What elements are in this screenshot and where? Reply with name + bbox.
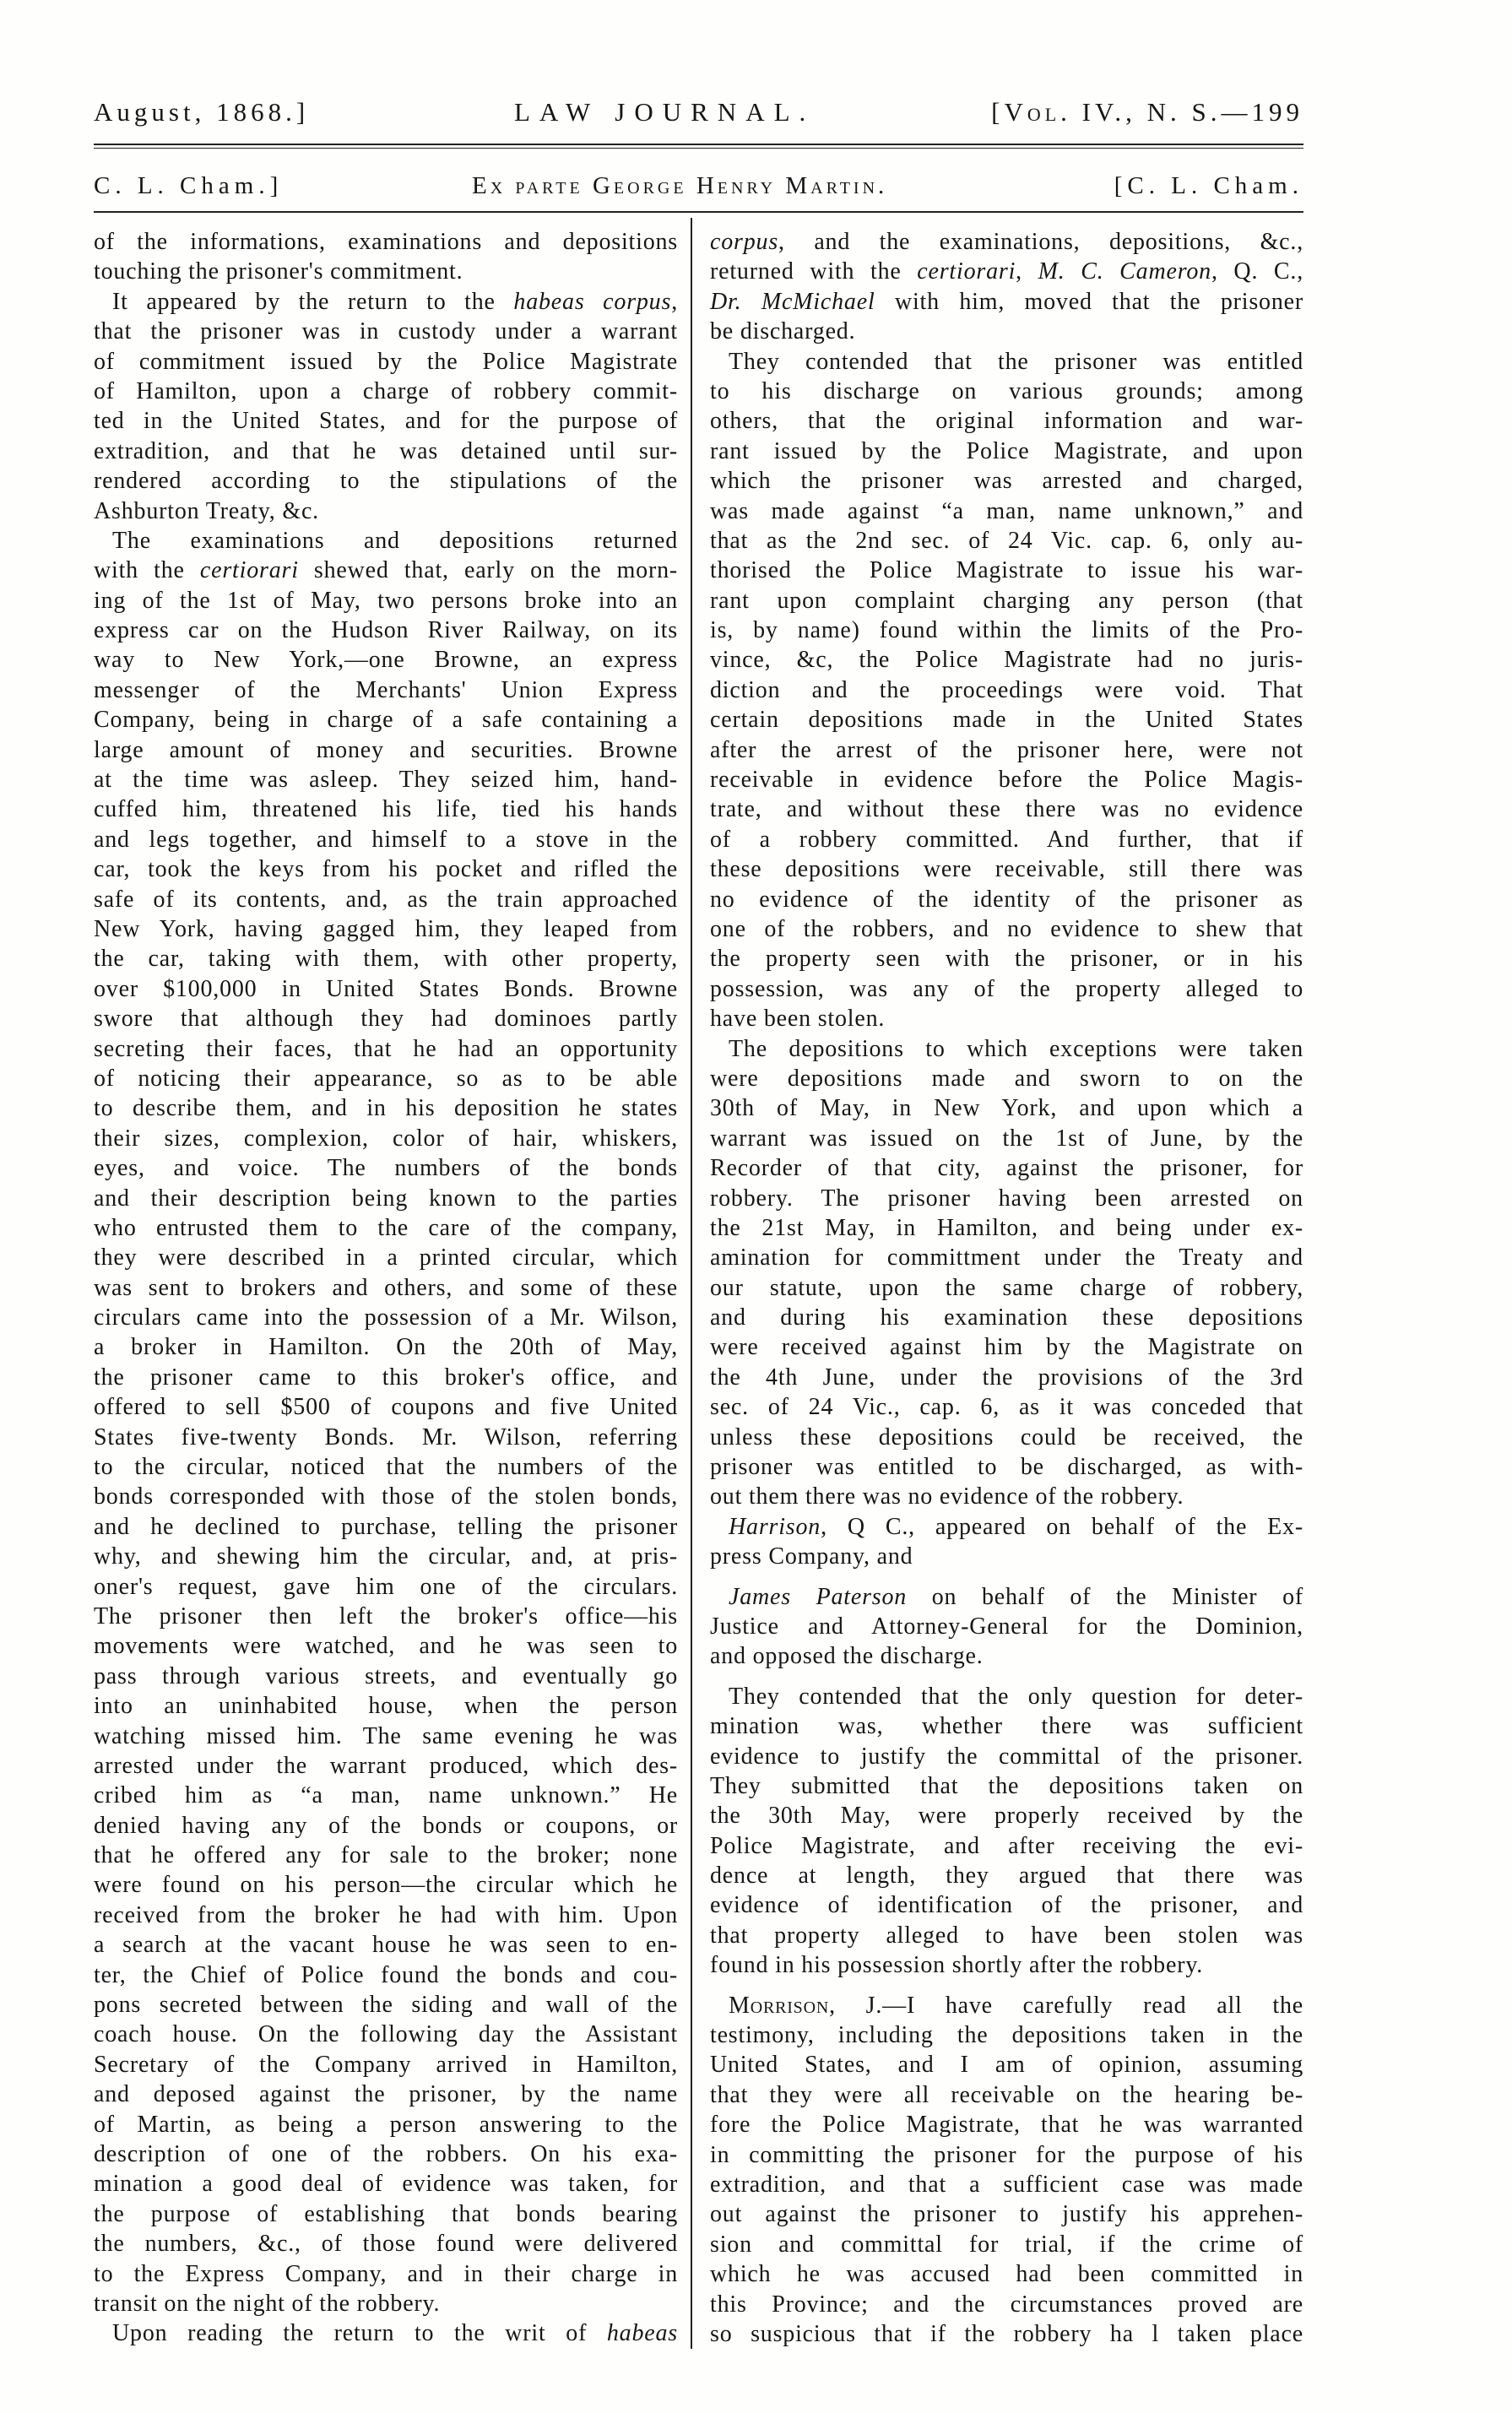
- text-line: out against the prisoner to justify his apprehen-: [710, 2201, 1303, 2228]
- text-run: Upon reading the return to the writ of: [112, 2320, 607, 2347]
- text-line: secreting their faces, that he had an opportunity: [94, 1035, 678, 1062]
- text-line: the car, taking with them, with other property,: [94, 946, 678, 973]
- text-line: extradition, and that a sufficient case was made: [710, 2172, 1303, 2198]
- right-column: [710, 227, 1303, 2349]
- volume-label: Vol.: [1004, 97, 1071, 127]
- small-caps-text: Morrison: [729, 1992, 830, 2019]
- text-line: [710, 1991, 1303, 2020]
- text-line: the 4th June, under the provisions of the 3rd: [710, 1364, 1303, 1391]
- text-line: pons secreted between the siding and wall of the: [94, 1992, 678, 2019]
- text-line: rant issued by the Police Magistrate, and upon: [710, 437, 1303, 464]
- paragraph: [94, 2318, 678, 2348]
- text-line: Justice and Attorney-General for the Dominion,: [710, 1613, 1303, 1640]
- italic-text: corpus: [710, 229, 779, 255]
- text-line: our statute, upon the same charge of robbery,: [710, 1274, 1303, 1301]
- italic-text: habeas: [606, 2320, 678, 2347]
- text-line: and their description being known to the parties: [94, 1185, 678, 1212]
- text-line: and legs together, and himself to a stove in the: [94, 826, 678, 853]
- text-line: arrested under the warrant produced, which des-: [94, 1752, 678, 1779]
- text-line: denied having any of the bonds or coupons, or: [94, 1812, 678, 1839]
- text-line: certain depositions made in the United States: [710, 707, 1303, 734]
- text-run: on behalf of the Minister of: [907, 1583, 1303, 1610]
- text-line: mination was, whether there was sufficient: [710, 1713, 1303, 1740]
- text-line: they were described in a printed circular, which: [94, 1244, 678, 1272]
- text-line: of Martin, as being a person answering to the: [94, 2111, 678, 2138]
- text-line: express car on the Hudson River Railway, on its: [94, 617, 678, 644]
- text-line: transit on the night of the robbery.: [94, 2290, 441, 2317]
- text-line: at the time was asleep. They seized him, hand-: [94, 767, 678, 794]
- paragraph: [94, 287, 678, 526]
- text-line: They contended that the prisoner was entitled: [729, 348, 1303, 375]
- text-line: that the prisoner was in custody under a warrant: [94, 318, 678, 345]
- text-line: Recorder of that city, against the prisoner, for: [710, 1155, 1303, 1182]
- text-run: It appeared by the return to the: [112, 288, 514, 315]
- text-line: Police Magistrate, and after receiving the evi-: [710, 1832, 1303, 1859]
- text-line: ted in the United States, and for the purpose of: [94, 408, 678, 435]
- text-line: of commitment issued by the Police Magistrate: [94, 348, 678, 375]
- text-line: Ashburton Treaty, &c.: [94, 497, 319, 524]
- text-line: offered to sell $500 of coupons and five United: [94, 1394, 678, 1421]
- volume-number: IV., N. S.—199: [1070, 97, 1303, 127]
- text-line: Secretary of the Company arrived in Hamilton,: [94, 2051, 678, 2078]
- text-line: touching the prisoner's commitment.: [94, 258, 463, 285]
- text-line: the property seen with the prisoner, or in his: [710, 946, 1303, 973]
- text-line: pass through various streets, and eventually go: [94, 1662, 678, 1689]
- volume-page-number: [991, 95, 1303, 129]
- text-line: testimony, including the depositions taken in the: [710, 2022, 1303, 2049]
- text-line: be discharged.: [710, 318, 856, 345]
- italic-text: certiorari: [199, 557, 299, 584]
- text-line: a broker in Hamilton. On the 20th of May,: [94, 1334, 678, 1361]
- text-line: prisoner was entitled to be discharged, as with-: [710, 1454, 1303, 1481]
- text-run: shewed that, early on the morn-: [298, 557, 679, 584]
- text-line: [710, 1512, 1303, 1542]
- text-line: rendered according to the stipulations of the: [94, 468, 678, 495]
- italic-text: M. C. Cameron: [1038, 258, 1211, 285]
- volume-bracket: [: [991, 97, 1005, 127]
- text-line: this Province; and the circumstances proved are: [710, 2291, 1303, 2318]
- text-run: , and the examinations, depositions, &c.,: [778, 229, 1303, 255]
- text-run: , Q. C.,: [1211, 258, 1303, 285]
- text-line: which the prisoner was arrested and charged,: [710, 468, 1303, 495]
- text-line: out them there was no evidence of the robbery.: [710, 1483, 1184, 1510]
- text-line: States five-twenty Bonds. Mr. Wilson, referring: [94, 1423, 678, 1451]
- running-header: [94, 95, 1303, 129]
- case-header: [94, 169, 1303, 203]
- text-line: dence at length, they argued that there was: [710, 1863, 1303, 1890]
- text-line: to the Express Company, and in their charge in: [94, 2260, 678, 2287]
- text-line: sec. of 24 Vic., cap. 6, as it was conceded that: [710, 1394, 1303, 1421]
- text-line: and he declined to purchase, telling the prisoner: [94, 1513, 678, 1540]
- text-line: and during his examination these depositions: [710, 1304, 1303, 1331]
- case-title: Ex parte George Henry Martin.: [472, 172, 888, 199]
- text-line: that they were all receivable on the hearing be-: [710, 2081, 1303, 2108]
- text-run: ,: [1016, 258, 1038, 285]
- text-line: press Company, and: [710, 1543, 913, 1570]
- text-line: Company, being in charge of a safe containing a: [94, 707, 678, 734]
- text-line: safe of its contents, and, as the train approached: [94, 886, 678, 913]
- text-line: unless these depositions could be received, the: [710, 1423, 1303, 1451]
- text-run: with the: [94, 557, 200, 584]
- text-line: [94, 287, 678, 317]
- text-line: why, and shewing him the circular, and, at pris-: [94, 1543, 678, 1570]
- italic-text: Harrison: [729, 1513, 821, 1540]
- text-line: in committing the prisoner for the purpose of his: [710, 2141, 1303, 2168]
- text-line: [94, 2318, 678, 2348]
- text-line: [710, 287, 1303, 317]
- text-line: way to New York,—one Browne, an express: [94, 647, 678, 674]
- text-line: amination for committment under the Treaty and: [710, 1244, 1303, 1272]
- text-line: circulars came into the possession of a Mr. Wilson,: [94, 1304, 678, 1331]
- text-line: others, that the original information and war-: [710, 408, 1303, 435]
- text-run: , J.—I have carefully read all the: [829, 1992, 1303, 2019]
- text-line: was made against “a man, name unknown,” and: [710, 497, 1303, 524]
- text-line: United States, and I am of opinion, assuming: [710, 2052, 1303, 2079]
- text-line: eyes, and voice. The numbers of the bonds: [94, 1155, 678, 1182]
- text-line: [94, 556, 678, 585]
- text-line: mination a good deal of evidence was taken, for: [94, 2171, 678, 2198]
- text-line: The examinations and depositions returned: [112, 527, 678, 554]
- text-line: to his discharge on various grounds; among: [710, 377, 1303, 404]
- text-line: cribed him as “a man, name unknown.” He: [94, 1782, 678, 1809]
- text-line: to the circular, noticed that the numbers of the: [94, 1454, 678, 1481]
- paragraph: [94, 227, 678, 287]
- italic-text: James Paterson: [729, 1583, 908, 1610]
- text-line: robbery. The prisoner having been arrested on: [710, 1185, 1303, 1212]
- text-line: ter, the Chief of Police found the bonds and cou-: [94, 1961, 678, 1988]
- text-line: no evidence of the identity of the prisoner as: [710, 886, 1303, 913]
- text-line: ing of the 1st of May, two persons broke into an: [94, 587, 678, 614]
- text-line: these depositions were receivable, still there was: [710, 856, 1303, 883]
- italic-text: Dr. McMichael: [710, 288, 875, 315]
- text-line: warrant was issued on the 1st of June, by the: [710, 1125, 1303, 1152]
- journal-title: LAW JOURNAL.: [514, 97, 816, 127]
- text-line: over $100,000 in United States Bonds. Browne: [94, 975, 678, 1002]
- text-line: were found on his person—the circular which he: [94, 1872, 678, 1899]
- text-line: is, by name) found within the limits of the Pro-: [710, 617, 1303, 644]
- case-header-rule: [94, 211, 1303, 213]
- paragraph: [710, 1991, 1303, 2350]
- text-line: rant upon complaint charging any person (that: [710, 587, 1303, 614]
- text-line: coach house. On the following day the Assistant: [94, 2021, 678, 2048]
- text-line: possession, was any of the property alleged to: [710, 975, 1303, 1002]
- text-line: messenger of the Merchants' Union Express: [94, 676, 678, 703]
- text-line: trate, and without these there was no evidence: [710, 796, 1303, 823]
- text-line: of a robbery committed. And further, that if: [710, 826, 1303, 853]
- text-line: [710, 257, 1303, 286]
- italic-text: certiorari: [917, 258, 1016, 285]
- text-line: and opposed the discharge.: [710, 1643, 984, 1670]
- court-label-right: [C. L. Cham.: [1114, 172, 1303, 199]
- text-line: vince, &c, the Police Magistrate had no juris-: [710, 647, 1303, 674]
- text-line: who entrusted them to the care of the company,: [94, 1214, 678, 1241]
- text-line: evidence to justify the committal of the prisoner.: [710, 1743, 1303, 1770]
- text-line: They submitted that the depositions taken on: [710, 1772, 1303, 1799]
- text-line: sion and committal for trial, if the crime of: [710, 2231, 1303, 2258]
- left-column: [94, 227, 678, 2349]
- text-line: have been stolen.: [710, 1006, 886, 1033]
- paragraph: [710, 227, 1303, 347]
- text-line: thorised the Police Magistrate to issue his war-: [710, 557, 1303, 584]
- text-run: with him, moved that the prisoner: [875, 288, 1303, 315]
- paragraph: [710, 1582, 1303, 1672]
- text-line: watching missed him. The same evening he was: [94, 1722, 678, 1749]
- text-line: fore the Police Magistrate, that he was warranted: [710, 2112, 1303, 2139]
- text-line: were received against him by the Magistrate on: [710, 1334, 1303, 1361]
- text-line: found in his possession shortly after the robbery.: [710, 1952, 1204, 1979]
- issue-date: August, 1868.]: [94, 97, 310, 127]
- text-line: diction and the proceedings were void. That: [710, 676, 1303, 703]
- paragraph: [710, 1034, 1303, 1512]
- court-label-left: C. L. Cham.]: [94, 172, 284, 199]
- text-line: New York, having gagged him, they leaped from: [94, 915, 678, 942]
- paragraph: [710, 1682, 1303, 1981]
- text-line: the prisoner came to this broker's office, and: [94, 1364, 678, 1391]
- text-line: extradition, and that he was detained until sur-: [94, 437, 678, 464]
- text-line: that he offered any for sale to the broker; none: [94, 1842, 678, 1869]
- text-line: a search at the vacant house he was seen to en-: [94, 1932, 678, 1959]
- text-line: They contended that the only question for deter-: [729, 1683, 1303, 1710]
- text-run: ,: [671, 288, 678, 315]
- text-line: The prisoner then left the broker's office—his: [94, 1602, 678, 1629]
- text-line: the 30th May, were properly received by the: [710, 1803, 1303, 1830]
- text-line: the 21st May, in Hamilton, and being under ex-: [710, 1214, 1303, 1241]
- text-line: that as the 2nd sec. of 24 Vic. cap. 6, only au-: [710, 527, 1303, 554]
- paragraph: [94, 526, 678, 2318]
- text-line: cuffed him, threatened his life, tied his hands: [94, 796, 678, 823]
- text-line: The depositions to which exceptions were taken: [729, 1035, 1303, 1062]
- text-line: [710, 227, 1303, 257]
- text-line: 30th of May, in New York, and upon which a: [710, 1095, 1303, 1122]
- text-line: swore that although they had dominoes partly: [94, 1006, 678, 1033]
- text-line: large amount of money and securities. Browne: [94, 736, 678, 763]
- text-line: the purpose of establishing that bonds bearing: [94, 2200, 678, 2227]
- paragraph: [710, 347, 1303, 1034]
- text-line: of Hamilton, upon a charge of robbery commit-: [94, 377, 678, 404]
- text-line: one of the robbers, and no evidence to shew that: [710, 915, 1303, 942]
- header-double-rule: [94, 144, 1303, 149]
- text-line: the numbers, &c., of those found were delivered: [94, 2231, 678, 2258]
- text-line: and deposed against the prisoner, by the name: [94, 2081, 678, 2108]
- text-line: received from the broker he had with him. Upon: [94, 1901, 678, 1928]
- text-line: after the arrest of the prisoner here, were not: [710, 736, 1303, 763]
- text-line: description of one of the robbers. On his exa-: [94, 2141, 678, 2167]
- text-line: oner's request, gave him one of the circulars.: [94, 1573, 678, 1600]
- text-line: movements were watched, and he was seen to: [94, 1633, 678, 1660]
- text-line: which he was accused had been committed in: [710, 2261, 1303, 2288]
- text-line: that property alleged to have been stolen was: [710, 1922, 1303, 1949]
- text-line: so suspicious that if the robbery ha l taken place: [710, 2320, 1303, 2347]
- text-line: of the informations, examinations and depositions: [94, 229, 678, 255]
- text-line: was sent to brokers and others, and some of these: [94, 1274, 678, 1301]
- text-line: [710, 1582, 1303, 1612]
- text-line: their sizes, complexion, color of hair, whiskers,: [94, 1125, 678, 1152]
- italic-text: habeas corpus: [513, 288, 672, 315]
- text-line: car, took the keys from his pocket and rifled the: [94, 856, 678, 883]
- text-run: , Q C., appeared on behalf of the Ex-: [821, 1513, 1303, 1540]
- text-line: receivable in evidence before the Police Magis-: [710, 767, 1303, 794]
- paragraph: [710, 1512, 1303, 1572]
- text-line: bonds corresponded with those of the stolen bonds,: [94, 1483, 678, 1510]
- text-line: were depositions made and sworn to on the: [710, 1065, 1303, 1092]
- text-line: evidence of identification of the prisoner, and: [710, 1892, 1303, 1919]
- text-line: to describe them, and in his deposition he states: [94, 1095, 678, 1122]
- text-run: returned with the: [710, 258, 918, 285]
- column-divider: [691, 218, 692, 2349]
- text-line: into an uninhabited house, when the person: [94, 1693, 678, 1720]
- text-line: of noticing their appearance, so as to be able: [94, 1065, 678, 1092]
